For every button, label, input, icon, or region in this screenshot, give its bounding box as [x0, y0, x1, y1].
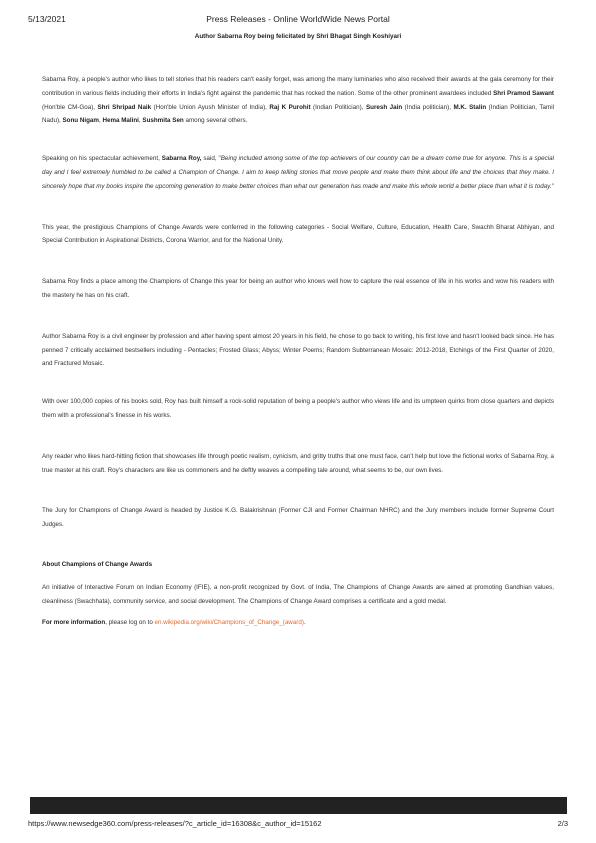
- paragraph-categories: This year, the prestigious Champions of Change Awards were conferred in the following categories - Social Welfare, Culture, Education, Health Care, Swachh Bharat Abhiyan, and Special Contribution in Aspirational Districts, Corona Warrior, and for the National Unity.: [42, 223, 554, 245]
- awardee-name: Raj K Purohit: [269, 103, 311, 111]
- article-body: [42, 73, 554, 630]
- paragraph-awardees: Sabarna Roy, a people's author who likes to tell stories that his readers can't easily forget, was among the many luminaries who also received their awards at the gala ceremony for their contribution in various fields including their efforts in India's fight against the pandemic that has rocked the nation. Some of the other prominent awardees included Shri Pramod Sawant (Hon'ble CM-Goa), Shri Shripad Naik (Hon'ble Union Ayush Minister of India), Raj K Purohit (Indian Politician), Suresh Jain (India politician), M.K. Stalin (Indian Politician, Tamil Nadu), Sonu Nigam, Hema Malini, Sushmita Sen among several others.: [42, 76, 555, 125]
- speaker-name: Sabarna Roy,: [161, 155, 202, 163]
- awardee-name: Hema Malini: [102, 117, 139, 125]
- awardee-name: Suresh Jain: [365, 103, 403, 111]
- paragraph-biography: Author Sabarna Roy is a civil engineer by profession and after having spent almost 20 years in his field, he chose to go back to writing, his first love and hasn't looked back since. He has penned 7 critically acclaimed bestsellers including - Pentacles; Frosted Glass; Abyss; Winter Poems; Random Subterranean Mosaic: 2012-2018, Etchings of the First Quarter of 2020, and Fractured Mosaic.: [42, 332, 554, 368]
- print-date: 5/13/2021: [28, 14, 66, 24]
- paragraph-readers: Any reader who likes hard-hitting fiction that showcases life through poetic realism, cynicism, and gritty truths that one must face, can't help but love the fictional works of Sabarna Roy, a true master at his craft. Roy's characters are like us commoners and he deftly weaves a compelling tale around, what seems to be, our own lives.: [42, 452, 554, 474]
- paragraph-books-sold: With over 100,000 copies of his books sold, Roy has built himself a rock-solid reputation of being a people's author who views life and its umpteen quirks from close quarters and depicts them with a professional's finesse in his works.: [42, 398, 554, 419]
- more-info-label: For more information: [42, 619, 106, 627]
- awardee-name: Shri Shripad Naik: [97, 103, 152, 111]
- wikipedia-link[interactable]: en.wikipedia.org/wiki/Champions_of_Change_(award): [154, 619, 304, 627]
- paragraph-jury: The Jury for Champions of Change Award is headed by Justice K.G. Balakrishnan (Former CJI and Former Chairman NHRC) and the Jury members include former Supreme Court Judges.: [42, 507, 554, 529]
- print-page-title: Press Releases - Online WorldWide News Portal: [206, 14, 390, 24]
- image-caption: Author Sabarna Roy being felicitated by Shri Bhagat Singh Koshiyari: [194, 33, 402, 40]
- paragraph-about: An initiative of Interactive Forum on Indian Economy (IFIE), a non-profit recognized by Govt. of India, The Champions of Change Awards are aimed at promoting Gandhian values, cleanliness (Swachhata), community service, and social development. The Champions of Change Award comprises a certificate and a gold medal.: [42, 583, 554, 605]
- page-number: 2/3: [557, 819, 568, 828]
- awardee-name: Sushmita Sen: [142, 117, 184, 125]
- awardee-name: Shri Pramod Sawant: [493, 89, 555, 97]
- awardee-name: Sonu Nigam: [62, 117, 99, 125]
- more-info-line: For more information, please log on to en.wikipedia.org/wiki/Champions_of_Change_(award).: [42, 619, 306, 627]
- author-quote: Being included among some of the top achievers of our country can be a dream come true for anyone. This is a special day and I feel extremely humbled to be called a Champion of Change. I aim to keep telling stories that move people and make them think about life and the choices that they make. I sincerely hope that my books inspire the upcoming generation to make better choices than what our generation has made and make this whole world a better place than what it is today.: [42, 155, 554, 190]
- paragraph-quote: Speaking on his spectacular achievement, Sabarna Roy, said, "Being included among some of the top achievers of our country can be a dream come true for anyone. This is a special day and I feel extremely humbled to be called a Champion of Change. I aim to keep telling stories that move people and make them think about life and the choices that they make. I sincerely hope that my books inspire the upcoming generation to make better choices than what our generation has made and make this whole world a better place than what it is today.": [42, 155, 554, 190]
- page-footer-bar: [30, 797, 567, 814]
- about-heading: About Champions of Change Awards: [42, 560, 153, 568]
- print-url: https://www.newsedge360.com/press-releases/?c_article_id=16308&c_author_id=15162: [28, 819, 322, 828]
- awardee-name: M.K. Stalin: [453, 103, 487, 111]
- paragraph-champion: Sabarna Roy finds a place among the Champions of Change this year for being an author who knows well how to capture the real essence of life in his works and wow his readers with the mastery he has on his craft.: [42, 278, 554, 299]
